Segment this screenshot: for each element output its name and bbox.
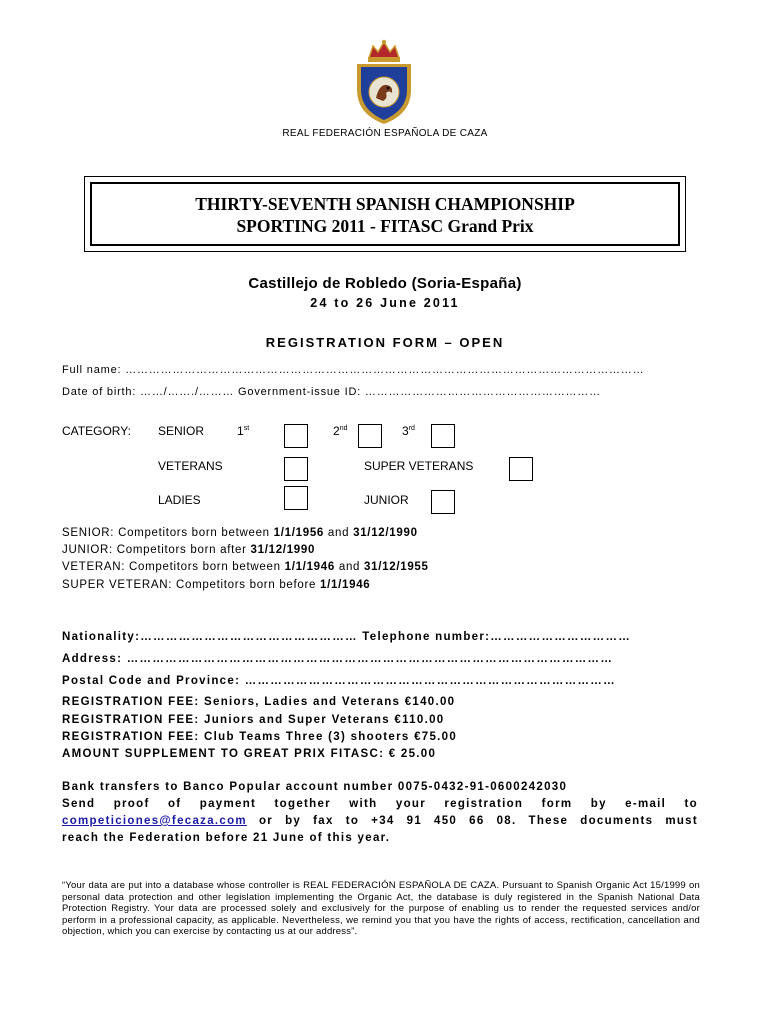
junior-definition: JUNIOR: Competitors born after 31/12/1990 xyxy=(62,544,316,556)
championship-title: THIRTY-SEVENTH SPANISH CHAMPIONSHIP xyxy=(195,194,575,214)
ladies-label: LADIES xyxy=(158,493,201,507)
federation-crest-icon xyxy=(345,38,423,126)
senior-3rd-label: 3rd xyxy=(402,424,415,438)
address-field[interactable]: Address: …………………………………………………………………………………………………… xyxy=(62,653,614,665)
organization-name: REAL FEDERACIÓN ESPAÑOLA DE CAZA xyxy=(282,128,488,139)
senior-3rd-checkbox[interactable] xyxy=(431,424,455,448)
nationality-telephone-field[interactable]: Nationality:…………………………………………… Telephone number:…………………………… xyxy=(62,631,632,643)
junior-checkbox[interactable] xyxy=(431,490,455,514)
super-veterans-label: SUPER VETERANS xyxy=(364,459,474,473)
postal-code-province-field[interactable]: Postal Code and Province: …………………………………………………………………………… xyxy=(62,675,616,687)
bank-transfer-info: Bank transfers to Banco Popular account number 0075-0432-91-0600242030 xyxy=(62,781,568,793)
email-fax-line: competiciones@fecaza.com or by fax to +34 91 450 66 08. These documents must xyxy=(62,815,698,827)
veteran-definition: VETERAN: Competitors born between 1/1/1946 and 31/12/1955 xyxy=(62,561,429,573)
super-veterans-checkbox[interactable] xyxy=(509,457,533,481)
full-name-field[interactable]: Full name: …………………………………………………………………………………………………………………… xyxy=(62,364,645,376)
venue: Castillejo de Robledo (Soria-España) xyxy=(248,275,522,292)
proof-of-payment-instructions: Send proof of payment together with your registration form by e-mail to xyxy=(62,798,698,810)
form-title: REGISTRATION FORM – OPEN xyxy=(265,335,505,350)
ladies-checkbox[interactable] xyxy=(284,486,308,510)
title-box xyxy=(84,176,686,252)
event-dates: 24 to 26 June 2011 xyxy=(310,296,460,310)
senior-1st-checkbox[interactable] xyxy=(284,424,308,448)
data-protection-notice: “Your data are put into a database whose controller is REAL FEDERACIÓN ESPAÑOLA DE CAZA. Pursuant to Spanish Organic Act 15/1999 on personal data protection and other legislation implementing the Organic Act, the database is duly registered in the Spanish National Data Protection Registry. Your data are processed solely and exclusively for the purpose of enabling us to render the requested services and/or perform in a professional capacity, as applicable. Nevertheless, we remind you that you have the rights of access, rectification, cancellation and objection, which you can exercise by contacting us at our address”. xyxy=(62,880,700,938)
senior-2nd-checkbox[interactable] xyxy=(358,424,382,448)
senior-label: SENIOR xyxy=(158,424,205,438)
fee-seniors-ladies-veterans: REGISTRATION FEE: Seniors, Ladies and Veterans €140.00 xyxy=(62,696,456,708)
deadline-line: reach the Federation before 21 June of this year. xyxy=(62,832,391,844)
fee-juniors-super-veterans: REGISTRATION FEE: Juniors and Super Veterans €110.00 xyxy=(62,714,445,726)
junior-label: JUNIOR xyxy=(364,493,409,507)
veterans-label: VETERANS xyxy=(158,459,223,473)
senior-2nd-label: 2nd xyxy=(333,424,348,438)
senior-definition: SENIOR: Competitors born between 1/1/1956 and 31/12/1990 xyxy=(62,527,418,539)
fee-fitasc-supplement: AMOUNT SUPPLEMENT TO GREAT PRIX FITASC: € 25.00 xyxy=(62,748,437,760)
email-link[interactable]: competiciones@fecaza.com xyxy=(62,815,247,827)
category-label: CATEGORY: xyxy=(62,424,131,438)
dob-government-id-field[interactable]: Date of birth: ……/……./……… Government-issue ID: …………………………………………………… xyxy=(62,386,601,398)
title-box-inner-border xyxy=(90,182,680,246)
fee-club-teams: REGISTRATION FEE: Club Teams Three (3) shooters €75.00 xyxy=(62,731,458,743)
veterans-checkbox[interactable] xyxy=(284,457,308,481)
championship-subtitle: SPORTING 2011 - FITASC Grand Prix xyxy=(236,216,534,236)
super-veteran-definition: SUPER VETERAN: Competitors born before 1/1/1946 xyxy=(62,579,371,591)
senior-1st-label: 1st xyxy=(237,424,250,438)
